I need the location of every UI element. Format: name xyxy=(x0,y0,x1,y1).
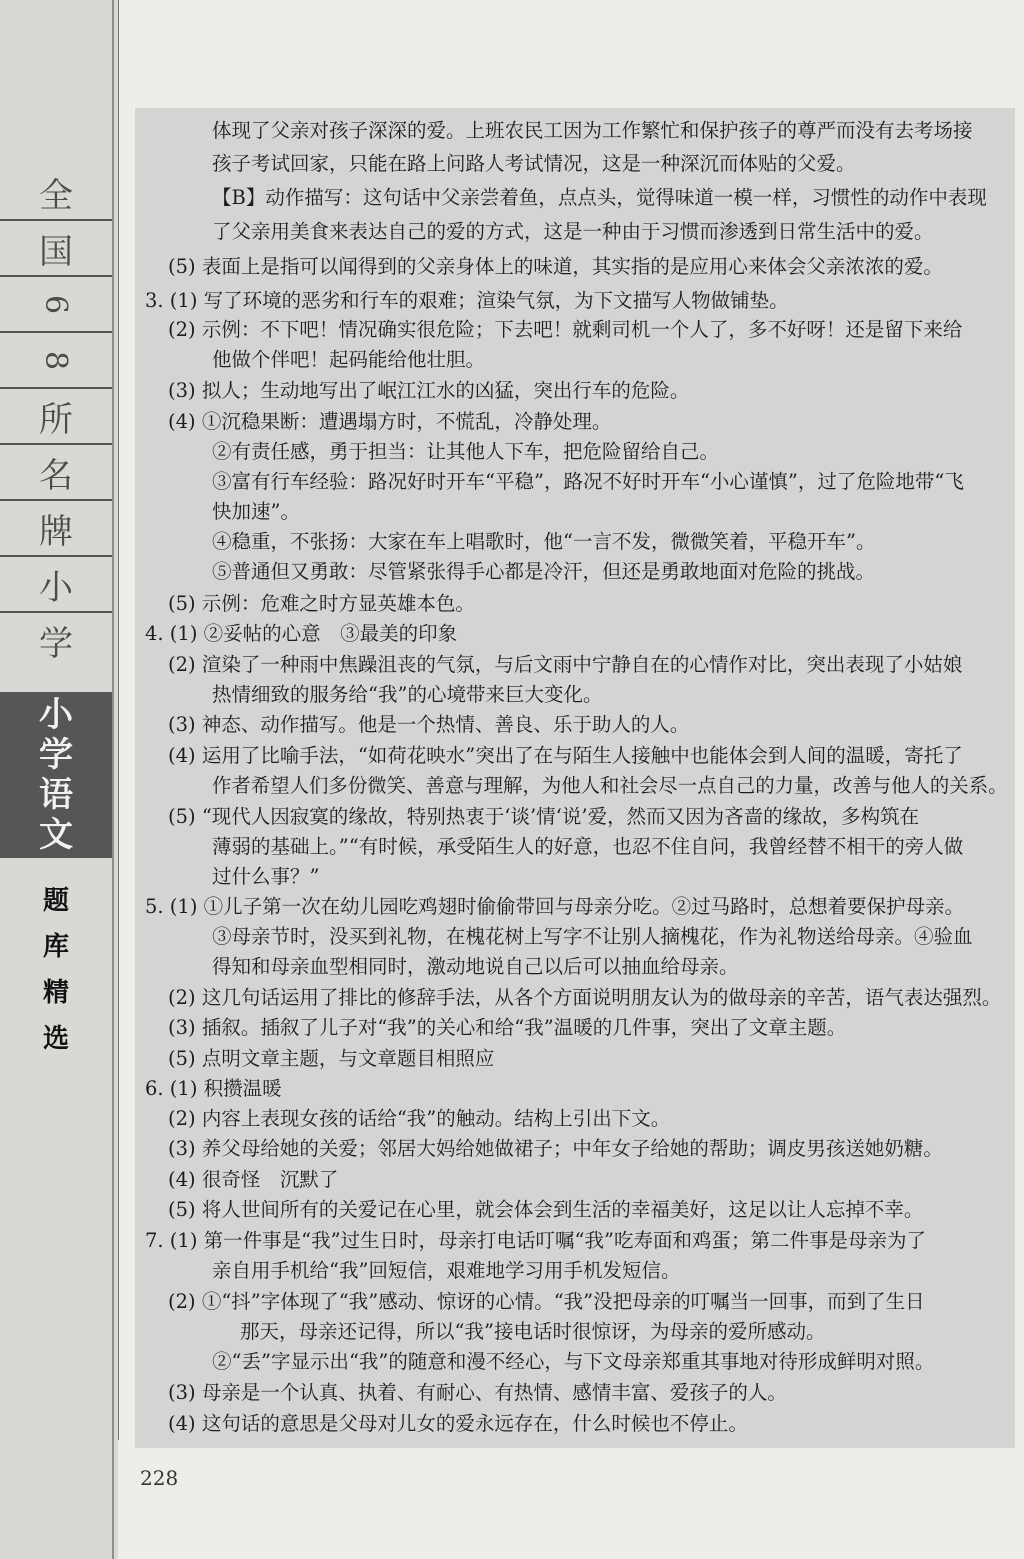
answer-line: 薄弱的基础上。”“有时候，承受陌生人的好意，也忍不住自问，我曾经替不相干的旁人做 xyxy=(212,835,964,858)
category-char: 选 xyxy=(42,1024,69,1054)
series-char: 学 xyxy=(39,623,73,664)
answer-line: 快加速”。 xyxy=(212,500,300,523)
category-char: 题 xyxy=(42,886,69,916)
page-number: 228 xyxy=(140,1466,179,1490)
answer-line: 4. (1) ②妥帖的心意 ③最美的印象 xyxy=(145,622,458,645)
answer-line: 那天，母亲还记得，所以“我”接电话时很惊讶，为母亲的爱所感动。 xyxy=(240,1320,826,1343)
answer-line: 了父亲用美食来表达自己的爱的方式，这是一种由于习惯而渗透到日常生活中的爱。 xyxy=(212,220,934,243)
series-char: 全 xyxy=(0,165,112,221)
series-char: 国 xyxy=(0,221,112,277)
answer-line: 孩子考试回家，只能在路上问路人考试情况，这是一种深沉而体贴的父爱。 xyxy=(212,152,856,175)
series-char: 名 xyxy=(0,445,112,501)
answer-line: (5) 表面上是指可以闻得到的父亲身体上的味道，其实指的是应用心来体会父亲浓浓的爱。 xyxy=(168,255,943,278)
answer-line: (3) 拟人；生动地写出了岷江江水的凶猛，突出行车的危险。 xyxy=(168,379,690,402)
answer-line: 得知和母亲血型相同时，激动地说自己以后可以抽血给母亲。 xyxy=(212,955,739,978)
series-char: 牌 xyxy=(0,501,112,557)
answer-line: (4) 很奇怪 沉默了 xyxy=(168,1168,339,1191)
answer-line: (3) 母亲是一个认真、执着、有耐心、有热情、感情丰富、爱孩子的人。 xyxy=(168,1381,787,1404)
sidebar xyxy=(0,0,118,1559)
answer-line: 热情细致的服务给“我”的心境带来巨大变化。 xyxy=(212,683,603,706)
answer-line: (4) ①沉稳果断：遭遇塌方时，不慌乱，冷静处理。 xyxy=(168,410,612,433)
answer-line: 6. (1) 积攒温暖 xyxy=(145,1077,282,1100)
answer-line: 亲自用手机给“我”回短信，艰难地学习用手机发短信。 xyxy=(212,1259,681,1282)
category-char: 精 xyxy=(42,978,69,1008)
answer-line: (5) 将人世间所有的关爱记在心里，就会体会到生活的幸福美好，这足以让人忘掉不幸。 xyxy=(168,1198,924,1221)
answer-line: 他做个伴吧！起码能给他壮胆。 xyxy=(212,348,486,371)
answer-line: (2) 示例：不下吧！情况确实很危险；下去吧！就剩司机一个人了，多不好呀！还是留下来给 xyxy=(168,318,963,341)
answer-line: 5. (1) ①儿子第一次在幼儿园吃鸡翅时偷偷带回与母亲分吃。②过马路时，总想着要保护母亲。 xyxy=(145,895,965,918)
answer-line: (4) 运用了比喻手法，“如荷花映水”突出了在与陌生人接触中也能体会到人间的温暖，寄托了 xyxy=(168,744,963,767)
answer-line: (2) 这几句话运用了排比的修辞手法，从各个方面说明朋友认为的做母亲的辛苦，语气表达强烈。 xyxy=(168,986,1002,1009)
answer-line: (2) ①“抖”字体现了“我”感动、惊讶的心情。“我”没把母亲的叮嘱当一回事，而到了生日 xyxy=(168,1290,925,1313)
series-char xyxy=(0,277,112,333)
answer-line: ②有责任感，勇于担当：让其他人下车，把危险留给自己。 xyxy=(212,440,720,463)
subject-char: 小 xyxy=(39,695,73,735)
category-block xyxy=(0,878,112,1062)
answer-line: 7. (1) 第一件事是“我”过生日时，母亲打电话叮嘱“我”吃寿面和鸡蛋；第二件事是母亲为了 xyxy=(145,1229,927,1252)
series-char xyxy=(0,333,112,389)
answer-line: 体现了父亲对孩子深深的爱。上班农民工因为工作繁忙和保护孩子的尊严而没有去考场接 xyxy=(212,119,973,142)
subject-char: 学 xyxy=(39,735,73,775)
category-char: 库 xyxy=(42,932,69,962)
series-digit: 6 xyxy=(38,294,74,314)
answer-line: (2) 内容上表现女孩的话给“我”的触动。结构上引出下文。 xyxy=(168,1107,671,1130)
subject-char: 语 xyxy=(39,775,73,815)
subject-block xyxy=(0,692,112,858)
answer-line: (5) 示例：危难之时方显英雄本色。 xyxy=(168,592,475,615)
answer-line: (3) 神态、动作描写。他是一个热情、善良、乐于助人的人。 xyxy=(168,713,690,736)
answer-line: (5) “现代人因寂寞的缘故，特别热衷于‘谈’情‘说’爱，然而又因为吝啬的缘故，多构筑在 xyxy=(168,805,920,828)
answer-line: (2) 渲染了一种雨中焦躁沮丧的气氛，与后文雨中宁静自在的心情作对比，突出表现了小姑娘 xyxy=(168,653,963,676)
answer-line: ③母亲节时，没买到礼物，在槐花树上写字不让别人摘槐花，作为礼物送给母亲。④验血 xyxy=(212,925,973,948)
answer-line: ④稳重，不张扬：大家在车上唱歌时，他“一言不发，微微笑着，平稳开车”。 xyxy=(212,530,876,553)
answer-line: ③富有行车经验：路况好时开车“平稳”，路况不好时开车“小心谨慎”，过了危险地带“飞 xyxy=(212,470,964,493)
answer-line: (3) 插叙。插叙了儿子对“我”的关心和给“我”温暖的几件事，突出了文章主题。 xyxy=(168,1016,847,1039)
content-left-rule xyxy=(118,0,119,1440)
series-char: 所 xyxy=(0,389,112,445)
subject-char: 文 xyxy=(39,815,73,855)
series-char: 小 xyxy=(0,557,112,613)
sidebar-divider xyxy=(112,0,114,1559)
answer-line: 过什么事？” xyxy=(212,865,320,888)
answer-line: 作者希望人们多份微笑、善意与理解，为他人和社会尽一点自己的力量，改善与他人的关系。 xyxy=(212,774,1008,797)
answer-line: (5) 点明文章主题，与文章题目相照应 xyxy=(168,1047,495,1070)
answer-line: ⑤普通但又勇敢：尽管紧张得手心都是冷汗，但还是勇敢地面对危险的挑战。 xyxy=(212,560,876,583)
answer-line: ②“丢”字显示出“我”的随意和漫不经心，与下文母亲郑重其事地对待形成鲜明对照。 xyxy=(212,1350,935,1373)
series-digit: 8 xyxy=(38,350,74,370)
series-title xyxy=(0,165,112,667)
answer-line: 3. (1) 写了环境的恶劣和行车的艰难；渲染气氛，为下文描写人物做铺垫。 xyxy=(145,289,789,312)
answer-line: (3) 养父母给她的关爱；邻居大妈给她做裙子；中年女子给她的帮助；调皮男孩送她奶糖。 xyxy=(168,1137,943,1160)
answer-line: (4) 这句话的意思是父母对儿女的爱永远存在，什么时候也不停止。 xyxy=(168,1412,748,1435)
answer-line: 【B】动作描写：这句话中父亲尝着鱼，点点头，觉得味道一模一样，习惯性的动作中表现 xyxy=(212,186,987,209)
